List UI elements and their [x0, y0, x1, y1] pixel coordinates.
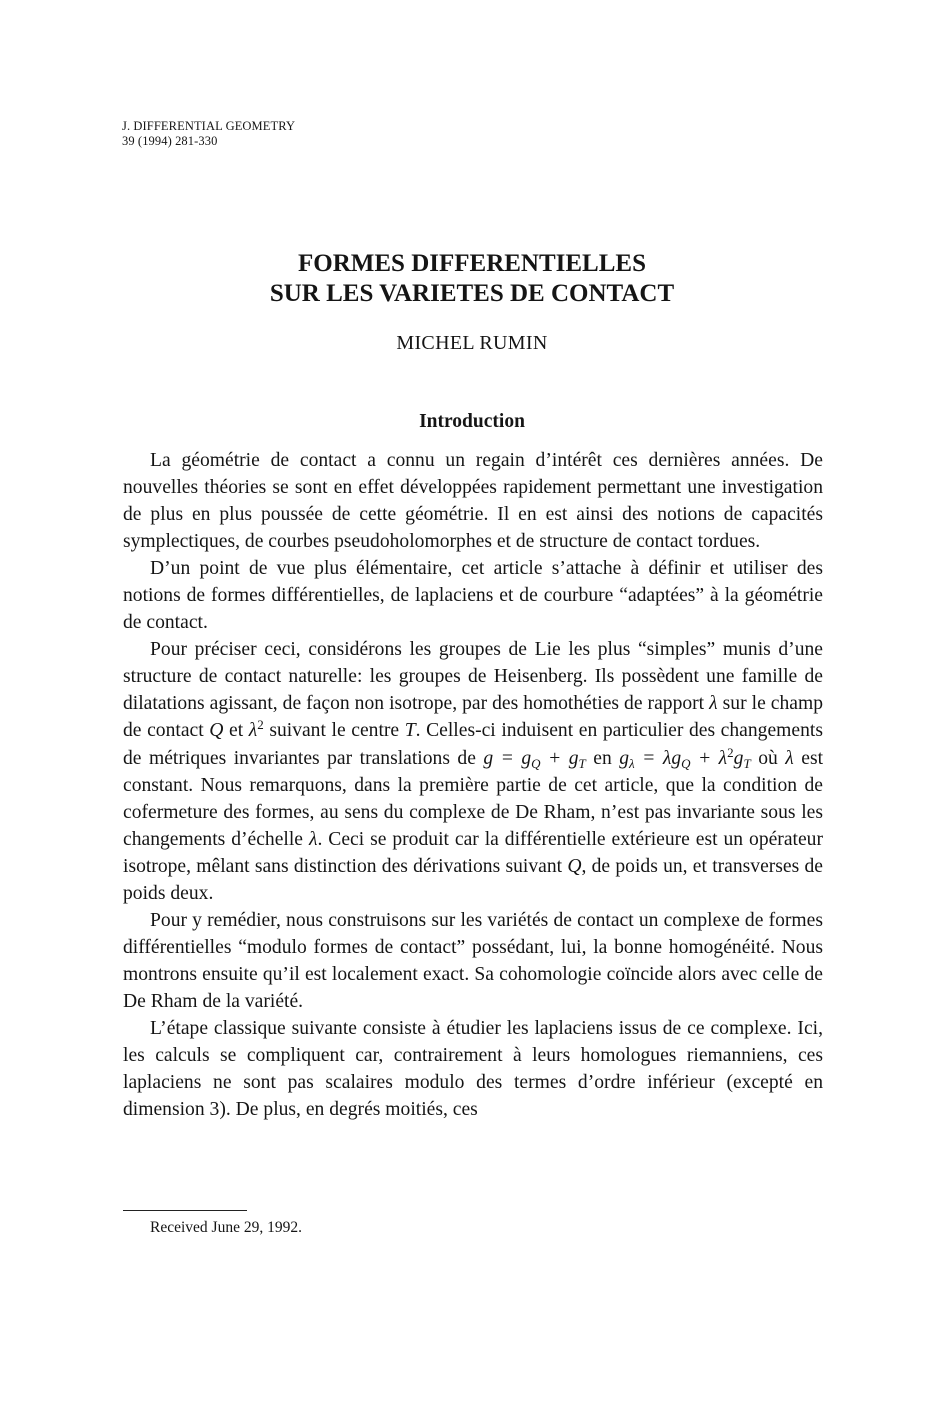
journal-header: [122, 119, 295, 149]
author-name: MICHEL RUMIN: [396, 332, 548, 354]
footnote: Received June 29, 1992.: [150, 1219, 302, 1236]
journal-citation: 39 (1994) 281-330: [122, 134, 218, 148]
journal-name: J. DIFFERENTIAL GEOMETRY: [122, 119, 296, 133]
footnote-divider: [123, 1210, 247, 1211]
paragraph-5: L’étape classique suivante consiste à étudier les laplaciens issus de ce complexe. Ici, les calculs se compliquent car, contrairement à leurs homologues riemanniens, ces laplaciens ne sont pas scalaires modulo des termes d’ordre inférieur (excepté en dimension 3). De plus, en degrés moitiés, ces: [123, 1017, 823, 1121]
title-line-1: FORMES DIFFERENTIELLES: [298, 250, 646, 277]
paper-title: [0, 249, 944, 309]
paragraph-1: La géométrie de contact a connu un regain d’intérêt ces dernières années. De nouvelles théories se sont en effet développées rapidement permettant une investigation de plus en plus poussée de cette géométrie. Il en est ainsi des notions de capacités symplectiques, de courbes pseudoholomorphes et de structure de contact tordues.: [123, 450, 823, 553]
paragraph-4: Pour y remédier, nous construisons sur les variétés de contact un complexe de formes différentielles “modulo formes de contact” possédant, lui, la bonne homogénéité. Nous montrons ensuite qu’il est localement exact. Sa cohomologie coïncide alors avec celle de De Rham de la variété.: [123, 909, 823, 1012]
title-line-2: SUR LES VARIETES DE CONTACT: [269, 280, 675, 307]
section-heading: Introduction: [419, 411, 525, 432]
paragraph-3: Pour préciser ceci, considérons les groupes de Lie les plus “simples” munis d’une structure de contact naturelle: les groupes de Heisenberg. Ils possèdent une famille de dilatations agissant, de façon non isotrope, par des homothéties de rapport λ sur le champ de contact Q et $\lambda^2$ suivant le centre T. Celles-ci induisent en particulier des changements de métriques invariantes par translations de $g = g_Q + g_T$ en $g_\lambda = \lambda g_Q + \lambda^2g_T$ où λ est constant. Nous remarquons, dans la première partie de cet article, que la condition de cofermeture des formes, au sens du complexe de De Rham, n’est pas invariante sous les changements d’échelle λ. Ceci se produit car la différentielle extérieure est un opérateur isotrope, mêlant sans distinction des dérivations suivant Q, de poids un, et transverses de poids deux.: [123, 639, 824, 904]
paragraph-2: D’un point de vue plus élémentaire, cet article s’attache à définir et utiliser des notions de formes différentielles, de laplaciens et de courbure “adaptées” à la géométrie de contact.: [123, 558, 823, 634]
body-text: [123, 447, 823, 1123]
